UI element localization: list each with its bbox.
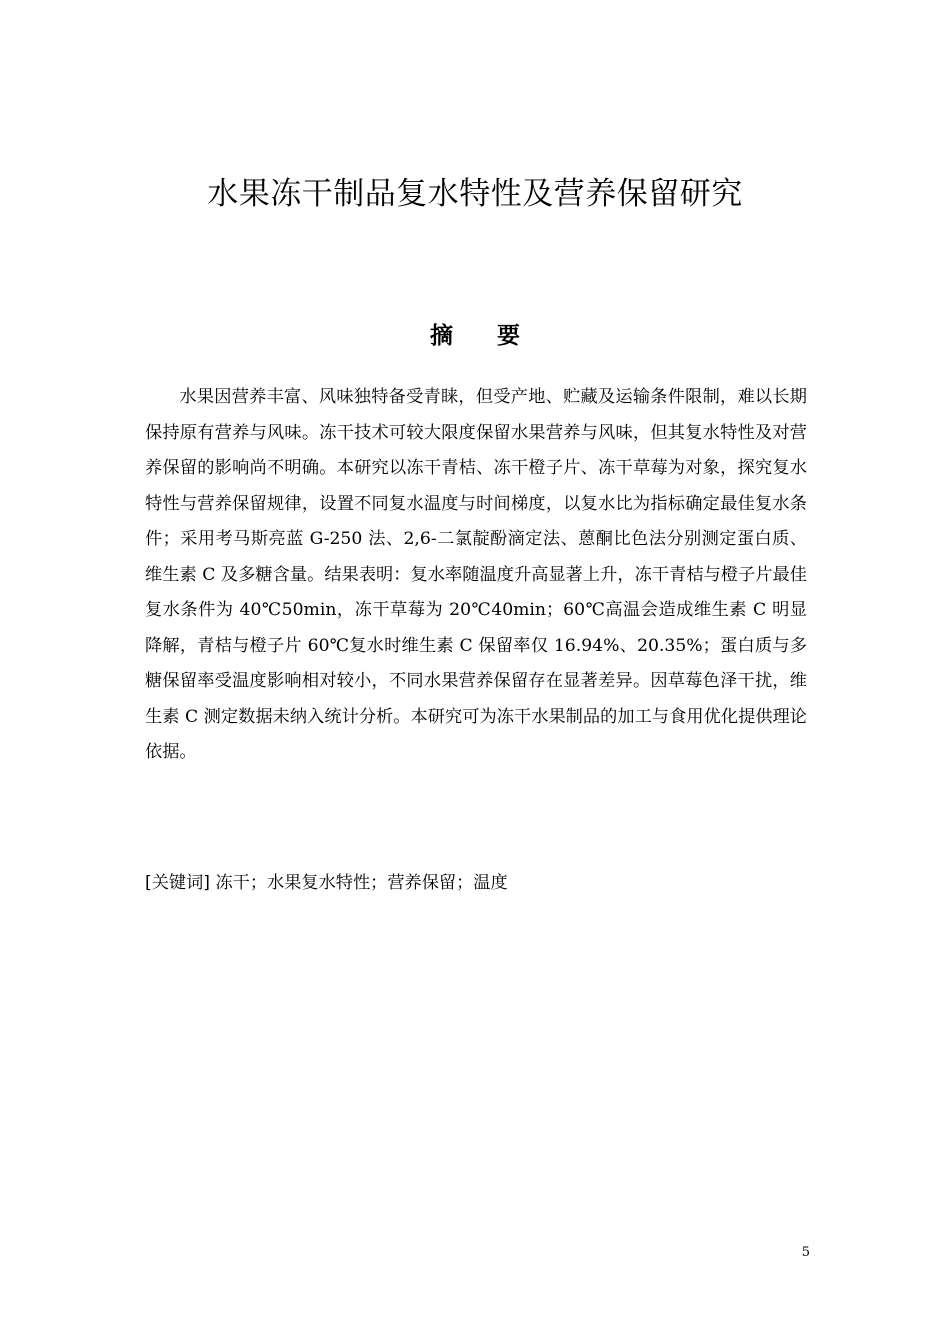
keywords-text: 冻干；水果复水特性；营养保留；温度 [215,873,508,893]
keywords-label: [关键词] [145,873,210,893]
keywords-line [145,868,807,898]
abstract-body: 水果因营养丰富、风味独特备受青睐，但受产地、贮藏及运输条件限制，难以长期保持原有营养与风味。冻干技术可较大限度保留水果营养与风味，但其复水特性及对营养保留的影响尚不明确。本研究以冻干青桔、冻干橙子片、冻干草莓为对象，探究复水特性与营养保留规律，设置不同复水温度与时间梯度，以复水比为指标确定最佳复水条件；采用考马斯亮蓝 G-250 法、2,6-二氯靛酚滴定法、蒽酮比色法分别测定蛋白质、维生素 C 及多糖含量。结果表明：复水率随温度升高显著上升，冻干青桔与橙子片最佳复水条件为 40℃50min，冻干草莓为 20℃40min；60℃高温会造成维生素 C 明显降解，青桔与橙子片 60℃复水时维生素 C 保留率仅 16.94%、20.35%；蛋白质与多糖保留率受温度影响相对较小，不同水果营养保留存在显著差异。因草莓色泽干扰，维生素 C 测定数据未纳入统计分析。本研究可为冻干水果制品的加工与食用优化提供理论依据。 [145,387,807,762]
abstract-heading [0,316,950,356]
abstract-heading-char-2: 要 [497,323,520,349]
page-title: 水果冻干制品复水特性及营养保留研究 [207,176,743,212]
page-number: 5 [801,1245,810,1260]
abstract-heading-char-1: 摘 [430,323,453,349]
